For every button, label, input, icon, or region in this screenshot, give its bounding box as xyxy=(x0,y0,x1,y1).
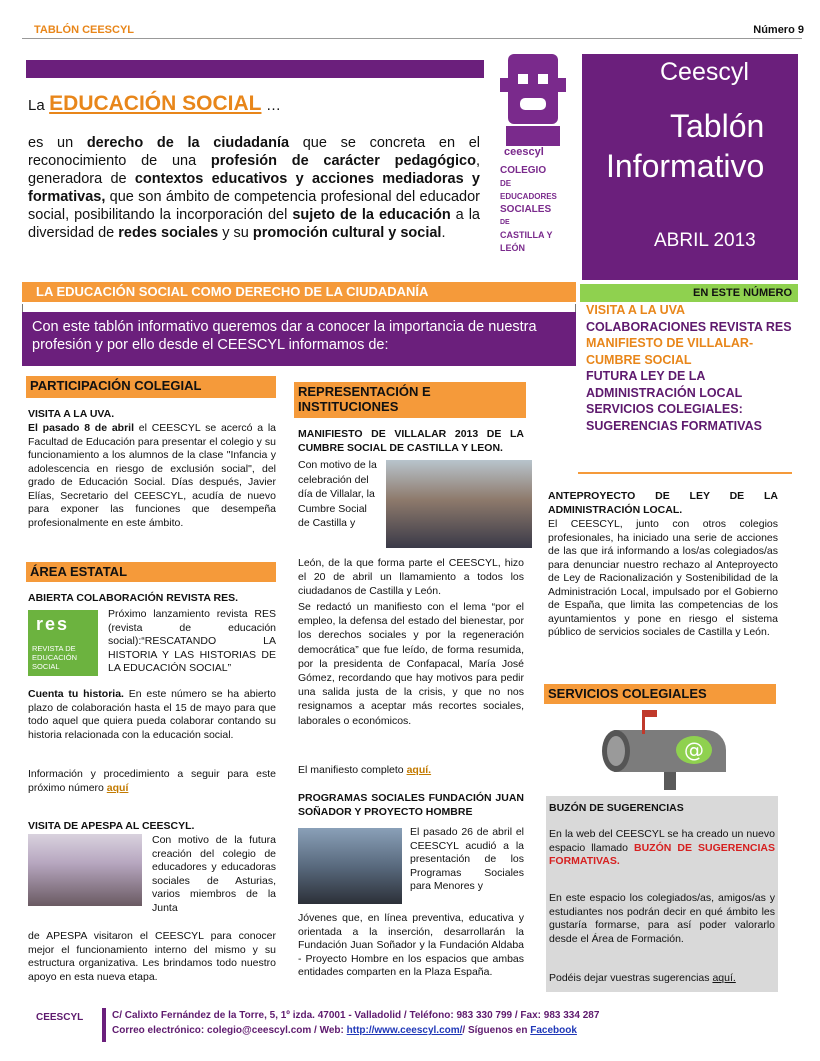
manifiesto-text1: Con motivo de la celebración del día de Villalar, la Cumbre Social de Castilla y xyxy=(298,459,377,530)
toc-item[interactable]: SERVICIOS COLEGIALES: SUGERENCIAS FORMATIVAS xyxy=(586,402,762,433)
footer-facebook-link[interactable]: Facebook xyxy=(530,1025,577,1036)
masthead-title: Tablón xyxy=(670,108,765,144)
intro-heading xyxy=(28,92,281,116)
res-info: Información y procedimiento a seguir para este próximo número aquí xyxy=(28,768,276,794)
intro-ellipsis: … xyxy=(265,97,281,114)
logo-line: SOCIALES xyxy=(500,204,552,215)
programas-photo xyxy=(298,828,402,904)
ley-text: El CEESCYL, junto con otros colegios profesionales, ha iniciado una serie de acciones de las que irá informando a los/as colegiados/as para denunciar nuestro rechazo al Anteproyecto de Ley de Racionalización y Sostenibilidad de la Administración Local, impulsado por el Gobierno de España, que limita las competencias de los ayuntamientos y pone en riesgo el sistema público de servicios sociales de Castilla y León. xyxy=(548,518,778,638)
res-logo-word: res xyxy=(36,614,70,634)
masthead-title: Ceescyl xyxy=(660,58,749,86)
banner-title: LA EDUCACIÓN SOCIAL COMO DERECHO DE LA CIUDADANÍA xyxy=(22,282,576,302)
mailbox-icon xyxy=(594,708,750,790)
manifiesto-title: MANIFIESTO DE VILLALAR 2013 DE LA CUMBRE SOCIAL DE CASTILLA Y LEON. xyxy=(298,428,524,454)
apespa-text1: Con motivo de la futura creación del colegio de educadores y educadoras sociales de Asturias, varios miembros de la Junta xyxy=(152,834,276,914)
intro-title: EDUCACIÓN SOCIAL xyxy=(49,92,262,115)
issue-number: Número 9 xyxy=(753,24,804,36)
toc-item[interactable]: VISITA A LA UVA xyxy=(586,303,686,317)
top-purple-bar xyxy=(26,60,484,78)
intro-la: La xyxy=(28,97,45,114)
res-title: ABIERTA COLABORACIÓN REVISTA RES. xyxy=(28,592,239,604)
programas-text1: El pasado 26 de abril el CEESCYL acudió a la presentación de los Programas Sociales para Menores y xyxy=(410,826,524,892)
manifiesto-text2: León, de la que forma parte el CEESCYL, hizo el 20 de abril un llamamiento a todos los ciudadanos de Castilla y León. xyxy=(298,557,524,598)
manifiesto-text3: Se redactó un manifiesto con el lema “por el empleo, la defensa del estado del bienestar, por los derechos sociales y por la regeneración democrática” que fue leído, de forma resumida, por la presidenta de Confapacal, María José Gómez, recordando que hay motivos para pedir una salida justa de la crisis, y que no nos resignamos a aceptar más recortes sociales, laborales o económicos. xyxy=(298,601,524,727)
res-text2: Cuenta tu historia. En este número se ha abierto plazo de colaboración hasta el 15 de mayo para que todo aquel que quiera pueda colaborar contando su historia relacionada con la educación social. xyxy=(28,688,276,741)
buzon-box xyxy=(546,796,778,992)
banner-text: Con este tablón informativo queremos dar a conocer la importancia de nuestra profesión y por ello desde el CEESCYL informamos de: xyxy=(22,312,576,366)
apespa-title: VISITA DE APESPA AL CEESCYL. xyxy=(28,820,195,832)
manifiesto-link[interactable]: aquí. xyxy=(406,764,432,776)
apespa-text2: de APESPA visitaron el CEESCYL para conocer mejor el funcionamiento interno del mismo y su estructura organizativa. Les brindamos todo nuestro apoyo en esta nueva etapa. xyxy=(28,930,276,983)
buzon-link[interactable]: aquí. xyxy=(712,972,736,984)
masthead-box xyxy=(582,54,798,280)
res-logo xyxy=(28,610,98,676)
footer-bar xyxy=(102,1008,106,1042)
res-logo-caption: REVISTA DE EDUCACIÓN SOCIAL xyxy=(32,644,78,671)
ley-title: ANTEPROYECTO DE LEY DE LA ADMINISTRACIÓN LOCAL. xyxy=(548,490,778,516)
toc-list xyxy=(586,302,800,434)
footer-line2: Correo electrónico: colegio@ceescyl.com / Web: http://www.ceescyl.com// Síguenos en Facebook xyxy=(112,1025,577,1036)
apespa-photo xyxy=(28,834,142,906)
programas-title: PROGRAMAS SOCIALES FUNDACIÓN JUAN SOÑADOR Y PROYECTO HOMBRE xyxy=(298,792,524,818)
footer-web-link[interactable]: http://www.ceescyl.com/ xyxy=(346,1025,463,1036)
res-link[interactable]: aquí xyxy=(106,781,129,794)
intro-text: es un derecho de la ciudadanía que se concreta en el reconocimiento de una profesión de carácter pedagógico, generadora de contextos educativos y acciones mediadoras y formativas, que son ámbito de competencia profesional del educador social, posibilitando la incorporación del sujeto de la educación a la diversidad de redes sociales y su promoción cultural y social. xyxy=(28,135,481,241)
logo-line: DE xyxy=(500,219,510,226)
section-servicios: SERVICIOS COLEGIALES xyxy=(544,684,776,704)
toc-item[interactable]: FUTURA LEY DE LA ADMINISTRACIÓN LOCAL xyxy=(586,369,743,400)
toc-item[interactable]: COLABORACIONES REVISTA RES xyxy=(586,319,792,334)
buzon-link-line: Podéis dejar vuestras sugerencias aquí. xyxy=(549,972,736,984)
logo-line: CASTILLA Y LEÓN xyxy=(500,230,553,253)
footer-line1: C/ Calixto Fernández de la Torre, 5, 1º izda. 47001 - Valladolid / Teléfono: 983 330 799 / Fax: 983 334 287 xyxy=(112,1010,600,1021)
toc-rule xyxy=(578,472,792,474)
buzon-text1: En la web del CEESCYL se ha creado un nuevo espacio llamado BUZÓN DE SUGERENCIAS FORMATIVAS. xyxy=(549,828,775,867)
logo-line: COLEGIO xyxy=(500,165,547,176)
svg-text:@: @ xyxy=(684,738,704,762)
section-representacion: REPRESENTACIÓN E INSTITUCIONES xyxy=(294,382,526,418)
banner-frame xyxy=(22,304,576,312)
masthead-date: ABRIL 2013 xyxy=(654,230,756,251)
footer-left: CEESCYL xyxy=(36,1012,84,1023)
programas-text2: Jóvenes que, en línea preventiva, educativa y orientada a la inserción, desarrollarán la Fundación Juan Soñador y la Fundación Aldaba - Proyecto Hombre en los espacios que ambas entidades comparten en la Plaza España. xyxy=(298,912,524,978)
logo-wordmark: ceescyl xyxy=(504,146,544,158)
logo-face-icon xyxy=(496,50,570,160)
header-left: TABLÓN CEESCYL xyxy=(34,24,135,36)
masthead-title: Informativo xyxy=(606,148,765,184)
toc-item[interactable]: MANIFIESTO DE VILLALAR-CUMBRE SOCIAL xyxy=(586,336,754,367)
section-area-estatal: ÁREA ESTATAL xyxy=(26,562,276,582)
logo-line: DE EDUCADORES xyxy=(500,179,557,201)
buzon-title: BUZÓN DE SUGERENCIAS xyxy=(549,802,684,814)
ceescyl-logo xyxy=(496,50,570,270)
section-participacion: PARTICIPACIÓN COLEGIAL xyxy=(26,376,276,398)
uva-text: El pasado 8 de abril el CEESCYL se acercó a la Facultad de Educación para presentar el colegio y su funcionamiento a los alumnos de la clase "Infancia y adolescencia en riesgo de exclusión social", del grado de Educación Social. Días después, Javier Elías, Secretario del CEESCYL, acudía de nuevo para exponer las funciones que desempeña profesionalmente en este ámbito. xyxy=(28,422,276,529)
buzon-text2: En este espacio los colegiados/as, amigos/as y estudiantes nos podrán decir en qué ámbito les gustaría formarse, para así poder valorarlo desde el Área de Formación. xyxy=(549,892,775,945)
header-rule xyxy=(22,38,802,39)
manifiesto-photo xyxy=(386,460,532,548)
res-text1: Próximo lanzamiento revista RES (revista de educación social):“RESCATANDO LA HISTORIA Y LAS HISTORIAS DE LA EDUCACIÓN SOCIAL” xyxy=(108,608,276,674)
toc-title: EN ESTE NÚMERO xyxy=(580,284,798,302)
manifiesto-link-line: El manifiesto completo aquí. xyxy=(298,764,432,776)
uva-title: VISITA A LA UVA. xyxy=(28,408,115,420)
